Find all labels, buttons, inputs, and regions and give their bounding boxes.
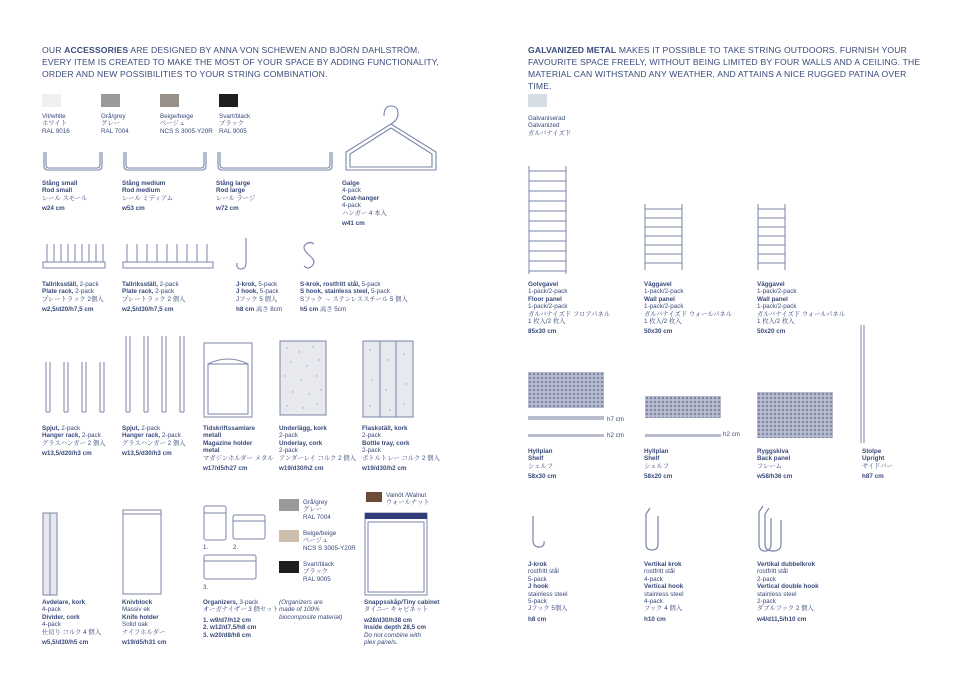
magazine-holder-item: Tidskriftssamlare metall Magazine holder metal マガジンホルダー メタル w17/d5/h27 cm	[203, 425, 274, 473]
hanger-rack-30-illustration	[122, 332, 188, 414]
hanger-rack-20-item: Spjut, 2-pack Hanger rack, 2-pack グラスハンガー 2 個入 w13,5/d20/h3 cm	[42, 425, 106, 458]
rod-medium-illustration	[122, 150, 208, 172]
swatch-chip	[160, 94, 179, 107]
vertical-hook-item: Vertikal krok rostfritt stål 4-pack Vertical hook stainless steel 4-pack フック 4 個入 h10 cm	[644, 561, 684, 623]
wall-panel-30-illustration	[644, 203, 684, 271]
shelf-height-2-label: h2 cm	[607, 432, 624, 439]
organizers-material-note: (Organizers are made of 100% biocomposite material)	[279, 599, 343, 621]
plate-rack-30-item: Tallriksställ, 2-pack Plate rack, 2-pack プレートラック 2 個入 w2,5/d30/h7,5 cm	[122, 281, 186, 314]
upright-item: Stolpe Upright サイドバー h87 cm	[862, 448, 893, 481]
swatch-chip	[219, 94, 238, 107]
swatch-chip	[279, 499, 299, 511]
swatch-chip	[279, 530, 299, 542]
shelf-30-illustration	[528, 372, 604, 440]
swatch-chip	[101, 94, 120, 107]
rod-small-item: Stång small Rod small レール スモール w24 cm	[42, 180, 88, 213]
vertical-double-hook-item: Vertikal dubbelkrok rostfritt stål 2-pack Vertical double hook stainless steel 2-pack ダブルフック 2 個入 w4/d11,5/h10 cm	[757, 561, 819, 623]
swatch-chip	[366, 492, 382, 502]
swatch-chip	[279, 561, 299, 573]
organizer-2-label: 2.	[233, 544, 239, 551]
vertical-hook-illustration	[644, 506, 664, 552]
magazine-holder-illustration	[203, 342, 253, 418]
swatch-chip	[528, 94, 547, 107]
bottle-tray-item: Flaskställ, kork 2-pack Bottle tray, cork 2-pack ボトルトレー コルク 2 個入 w19/d30/h2 cm	[362, 425, 440, 473]
cork-divider-item: Avdelare, kork 4-pack Divider, cork 4-pack 仕切り コルク 4 個入 w5,5/d30/h5 cm	[42, 599, 101, 647]
cork-divider-illustration	[42, 512, 58, 596]
bottle-tray-illustration	[362, 340, 414, 418]
floor-panel-item: Golvgavel 1-pack/2-pack Floor panel 1-pack/2-pack ガルバナイズド フロアパネル 1 枚入/2 枚入 85x30 cm	[528, 281, 611, 336]
rod-large-item: Stång large Rod large レール ラージ w72 cm	[216, 180, 256, 213]
galvanized-heading: GALVANIZED METAL	[528, 45, 617, 55]
coat-hanger-illustration	[342, 102, 440, 174]
tiny-cabinet-illustration	[364, 512, 428, 596]
hanger-rack-30-item: Spjut, 2-pack Hanger rack, 2-pack グラスハンガー 2 個入 w13,5/d30/h3 cm	[122, 425, 186, 458]
accessories-heading: ACCESSORIES	[64, 45, 129, 55]
floor-panel-illustration	[528, 165, 568, 275]
j-hook-illustration	[236, 236, 254, 272]
galvanized-j-hook-item: J-krok rostfritt stål 5-pack J hook stainless steel 5-pack Jフック 5個入 h8 cm	[528, 561, 568, 623]
upright-illustration	[860, 324, 866, 444]
plate-rack-20-illustration	[42, 240, 106, 270]
rod-small-illustration	[42, 150, 104, 172]
plate-rack-30-illustration	[122, 240, 214, 270]
vertical-double-hook-illustration	[757, 504, 787, 554]
knife-holder-illustration	[122, 509, 162, 595]
s-hook-item: S-krok, rostfritt stål, 5-pack S hook, stainless steel, 5-pack Sフック → ステンレススチール 5 個入 h5 cm 高さ 5cm	[300, 281, 408, 314]
organizers-item: Organizers, 3-pack オーガナイザー 3 個セット 1. w9/d7/h12 cm 2. w12/d7,5/h8 cm 3. w20/d8/h8 cm	[203, 599, 279, 639]
shelf-20-item: Hyllplan Shelf シェルフ 58x20 cm	[644, 448, 673, 481]
organizer-1-label: 1.	[203, 544, 209, 551]
knife-holder-item: Knivblock Massiv ek Knife holder Solid oak ナイフホルダー w19/d5/h31 cm	[122, 599, 167, 647]
shelf-20-height-label: h2 cm	[723, 431, 740, 438]
shelf-height-7-label: h7 cm	[607, 416, 624, 423]
back-panel-item: Ryggskiva Back panel フレーム w58/h36 cm	[757, 448, 793, 481]
rod-large-illustration	[216, 150, 334, 172]
organizer-3-label: 3.	[203, 584, 209, 591]
shelf-30-item: Hyllplan Shelf シェルフ 58x30 cm	[528, 448, 557, 481]
galvanized-intro: GALVANIZED METAL MAKES IT POSSIBLE TO TAKE STRING OUTDOORS. FURNISH YOUR FAVOURITE SPACE FREELY, WITHOUT BEING LIMITED BY FOUR WALLS AND A CEILING. THE MATERIAL CAN WITHSTAND ANY WEATHER, AND ATTAINS A NICE RUGGED PATINA OVER TIME.	[528, 45, 921, 91]
wall-panel-20-illustration	[757, 203, 787, 271]
cork-underlay-illustration	[279, 340, 327, 416]
s-hook-illustration	[300, 240, 320, 270]
plate-rack-20-item: Tallriksställ, 2-pack Plate rack, 2-pack プレートラック 2個入 w2,5/d20/h7,5 cm	[42, 281, 104, 314]
rod-medium-item: Stång medium Rod medium レール ミディアム w53 cm	[122, 180, 174, 213]
wall-panel-30-item: Väggavel 1-pack/2-pack Wall panel 1-pack/2-pack ガルバナイズド ウォールパネル 1 枚入/2 枚入 50x30 cm	[644, 281, 733, 336]
wall-panel-20-item: Väggavel 1-pack/2-pack Wall panel 1-pack/2-pack ガルバナイズド ウォールパネル 1 枚入/2 枚入 50x20 cm	[757, 281, 846, 336]
shelf-20-illustration	[645, 396, 721, 440]
swatch-chip	[42, 94, 61, 107]
j-hook-item: J-krok, 5-pack J hook, 5-pack Jフック 5 個入 h8 cm 高さ 8cm	[236, 281, 283, 314]
back-panel-illustration	[757, 392, 833, 438]
accessories-intro: OUR ACCESSORIES ARE DESIGNED BY ANNA VON SCHEWEN AND BJÖRN DAHLSTRÖM. EVERY ITEM IS CREATED TO MAKE THE MOST OF YOUR SPACE BY ADDING FUNCTIONALITY, ORDER AND NEW POSSIBILITIES TO YOUR STRING COMBINATION.	[42, 45, 440, 79]
hanger-rack-20-illustration	[42, 358, 108, 414]
galvanized-j-hook-illustration	[528, 514, 548, 550]
cork-underlay-item: Underlägg, kork 2-pack Underlay, cork 2-pack アンダーレイ コルク 2 個入 w19/d30/h2 cm	[279, 425, 356, 473]
tiny-cabinet-item: Snappsskåp/Tiny cabinet タイニー キャビネット w28/d30/h38 cm Inside depth 28,5 cm Do not combine with plex panels.	[364, 599, 440, 647]
coat-hanger-item: Galge 4-pack Coat-hanger 4-pack ハンガー 4 本入 w41 cm	[342, 180, 387, 228]
